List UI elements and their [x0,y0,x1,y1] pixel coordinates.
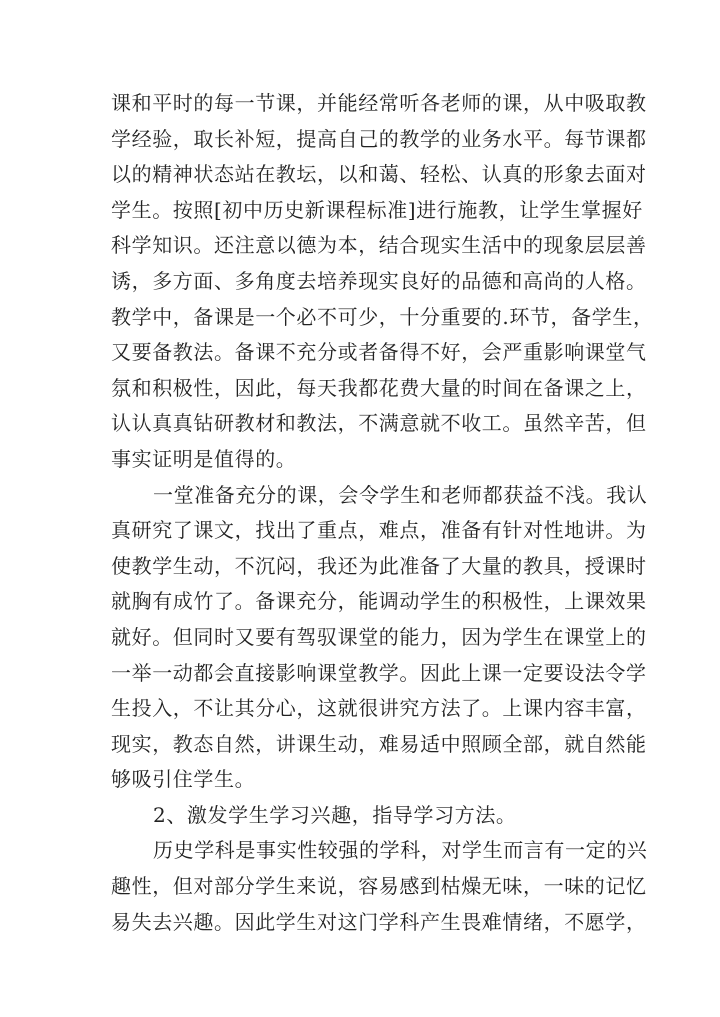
paragraph-first-line: 一堂准备充分的课，会令学生和老师都获益不浅。我认 [153,482,648,507]
text-line: 就好。但同时又要有驾驭课堂的能力，因为学生在课堂上的 [111,624,647,649]
paragraph-first-line: 历史学科是事实性较强的学科，对学生而言有一定的兴 [153,838,648,863]
text-line: 事实证明是值得的。 [111,446,297,471]
text-line: 就胸有成竹了。备课充分，能调动学生的积极性，上课效果 [111,589,647,614]
text-line: 一举一动都会直接影响课堂教学。因此上课一定要设法令学 [111,660,647,685]
text-line: 氛和积极性，因此，每天我都花费大量的时间在备课之上， [111,375,647,400]
section-heading: 2、激发学生学习兴趣，指导学习方法。 [153,802,517,827]
text-line: 使教学生动，不沉闷，我还为此准备了大量的教具，授课时 [111,553,647,578]
text-line: 学生。按照[初中历史新课程标准]进行施教，让学生掌握好 [111,197,643,222]
text-line: 科学知识。还注意以德为本，结合现实生活中的现象层层善 [111,233,647,258]
text-line: 现实，教态自然，讲课生动，难易适中照顾全部，就自然能 [111,731,647,756]
text-line: 趣性，但对部分学生来说，容易感到枯燥无味，一味的记忆 [111,874,647,899]
text-line: 以的精神状态站在教坛，以和蔼、轻松、认真的形象去面对 [111,162,647,187]
text-line: 生投入，不让其分心，这就很讲究方法了。上课内容丰富， [111,696,647,721]
text-line: 真研究了课文，找出了重点，难点，准备有针对性地讲。为 [111,518,647,543]
text-line: 又要备教法。备课不充分或者备得不好，会严重影响课堂气 [111,340,647,365]
text-line: 认认真真钻研教材和教法，不满意就不收工。虽然辛苦，但 [111,411,647,436]
text-line: 学经验，取长补短，提高自己的教学的业务水平。每节课都 [111,126,647,151]
text-line: 诱，多方面、多角度去培养现实良好的品德和高尚的人格。 [111,268,647,293]
body-text [111,86,654,940]
text-line: 够吸引住学生。 [111,767,256,792]
text-line: 教学中，备课是一个必不可少，十分重要的.环节，备学生， [111,304,654,329]
text-line: 课和平时的每一节课，并能经常听各老师的课，从中吸取教 [111,91,647,115]
text-line: 易失去兴趣。因此学生对这门学科产生畏难情绪，不愿学， [111,909,647,934]
